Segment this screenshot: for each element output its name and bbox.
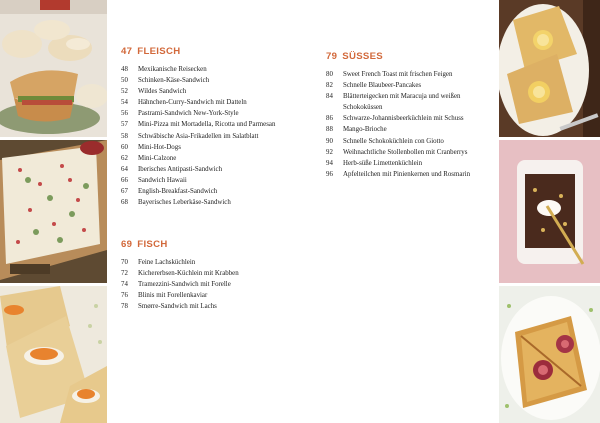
toc-page-number: 72: [121, 270, 128, 278]
toc-entry-title: Blätterteigecken mit Maracuja und weißen Schokoküssen: [343, 93, 461, 112]
toc-page-number: 64: [121, 165, 128, 173]
section-number: 79: [326, 51, 338, 62]
toc-entry-title: Kichererbsen-Küchlein mit Krabben: [138, 270, 239, 278]
toc-entry-title: Mango-Brioche: [343, 126, 387, 134]
toc-entry: [121, 186, 286, 197]
toc-entry: [121, 279, 286, 290]
toc-entry: [121, 164, 286, 175]
toc-entry: [121, 108, 286, 119]
toc-entry: [326, 91, 490, 113]
toc-entry-title: Apfelteilchen mit Pinienkernen und Rosmarin: [343, 170, 471, 178]
section-heading: [121, 239, 286, 250]
toc-entry-title: Schinken-Käse-Sandwich: [138, 77, 210, 85]
toc-entry: [326, 136, 490, 147]
toc-page-number: 68: [121, 199, 128, 207]
toc-entry-title: Schnelle Schokoküchlein con Giotto: [343, 137, 444, 145]
toc-entry-title: Mini-Calzone: [138, 154, 177, 162]
toc-page-number: 88: [326, 126, 333, 134]
toc-entry-title: Smørre-Sandwich mit Lachs: [138, 303, 217, 311]
toc-page-number: 50: [121, 77, 128, 85]
toc-entry-title: Sweet French Toast mit frischen Feigen: [343, 71, 453, 78]
toc-entry: [326, 80, 490, 91]
toc-page-number: 57: [121, 121, 128, 129]
toc-entry-title: Mexikanische Reisecken: [138, 66, 207, 73]
toc-entry-title: Hähnchen-Curry-Sandwich mit Datteln: [138, 99, 247, 107]
toc-entry: [121, 64, 286, 75]
toc-section-suesses: [326, 51, 490, 180]
toc-entry-title: Tramezzini-Sandwich mit Forelle: [138, 281, 231, 289]
toc-entry: [121, 142, 286, 153]
toc-page-number: 84: [326, 93, 333, 101]
toc-entry-title: Schwarze-Johannisbeerküchlein mit Schuss: [343, 115, 464, 123]
photo-chocolate-dessert: [499, 140, 600, 283]
section-title: FISCH: [137, 239, 168, 250]
toc-entry: [326, 69, 490, 80]
toc-entry: [326, 147, 490, 158]
toc-page-number: 76: [121, 292, 128, 300]
toc-entry: [121, 86, 286, 97]
toc-entry: [121, 97, 286, 108]
toc-entry: [121, 257, 286, 268]
toc-list: [326, 69, 490, 180]
toc-entry-title: Pastrami-Sandwich New-York-Style: [138, 110, 239, 118]
toc-page-number: 48: [121, 66, 128, 73]
toc-entry-title: English-Breakfast-Sandwich: [138, 188, 218, 196]
toc-entry: [121, 175, 286, 186]
toc-entry-title: Herb-süße Limettenküchlein: [343, 159, 423, 167]
toc-page-number: 96: [326, 170, 333, 178]
toc-entry: [326, 169, 490, 180]
toc-entry: [121, 197, 286, 208]
toc-section-fleisch: [121, 46, 286, 208]
section-number: 69: [121, 239, 133, 250]
toc-page-number: 90: [326, 137, 333, 145]
toc-page-number: 67: [121, 188, 128, 196]
photo-sandwich-filled: [0, 0, 107, 137]
toc-section-fisch: [121, 239, 286, 312]
toc-page-number: 58: [121, 132, 128, 140]
toc-entry: [121, 75, 286, 86]
toc-entry-title: Schwäbische Asia-Frikadellen im Salatblatt: [138, 132, 259, 140]
toc-entry-title: Schnelle Blaubeer-Pancakes: [343, 82, 422, 90]
photo-salmon-roe-triangles: [0, 286, 107, 423]
toc-entry-title: Feine Lachsküchlein: [138, 259, 196, 266]
toc-entry: [121, 119, 286, 130]
toc-page-number: 92: [326, 148, 333, 156]
photo-fig-french-toast: [499, 286, 600, 423]
toc-entry: [121, 153, 286, 164]
section-heading: [121, 46, 286, 57]
toc-page-number: 74: [121, 281, 128, 289]
toc-page-number: 62: [121, 154, 128, 162]
toc-entry-title: Weihnachtliche Stollenbollen mit Cranberrys: [343, 148, 468, 156]
toc-page-number: 86: [326, 115, 333, 123]
toc-page-number: 78: [121, 303, 128, 311]
toc-page-number: 66: [121, 176, 128, 184]
section-title: FLEISCH: [137, 46, 181, 57]
toc-entry: [121, 131, 286, 142]
toc-page-number: 52: [121, 88, 128, 96]
toc-entry: [326, 113, 490, 124]
toc-page-number: 82: [326, 82, 333, 90]
toc-entry-title: Blinis mit Forellenkaviar: [138, 292, 208, 300]
photo-pizza-board: [0, 140, 107, 283]
toc-list: [121, 64, 286, 208]
toc-entry-title: Mini-Pizza mit Mortadella, Ricotta und Parmesan: [138, 121, 276, 129]
toc-page-number: 60: [121, 143, 128, 151]
section-title: SÜSSES: [342, 51, 384, 62]
toc-page-number: 54: [121, 99, 128, 107]
toc-page-number: 70: [121, 259, 128, 266]
toc-entry: [121, 301, 286, 312]
toc-entry-title: Bayerisches Leberkäse-Sandwich: [138, 199, 231, 207]
toc-entry-title: Sandwich Hawaii: [138, 176, 187, 184]
photo-lemon-pastries: [499, 0, 600, 137]
toc-entry: [326, 124, 490, 135]
toc-page-number: 56: [121, 110, 128, 118]
toc-entry-title: Wildes Sandwich: [138, 88, 187, 96]
toc-page-number: 94: [326, 159, 333, 167]
section-number: 47: [121, 46, 133, 57]
toc-entry-title: Iberisches Antipasti-Sandwich: [138, 165, 223, 173]
toc-entry: [121, 268, 286, 279]
toc-page-number: 80: [326, 71, 333, 78]
toc-entry-title: Mini-Hot-Dogs: [138, 143, 181, 151]
section-heading: [326, 51, 490, 62]
toc-entry: [326, 158, 490, 169]
toc-list: [121, 257, 286, 312]
toc-entry: [121, 290, 286, 301]
